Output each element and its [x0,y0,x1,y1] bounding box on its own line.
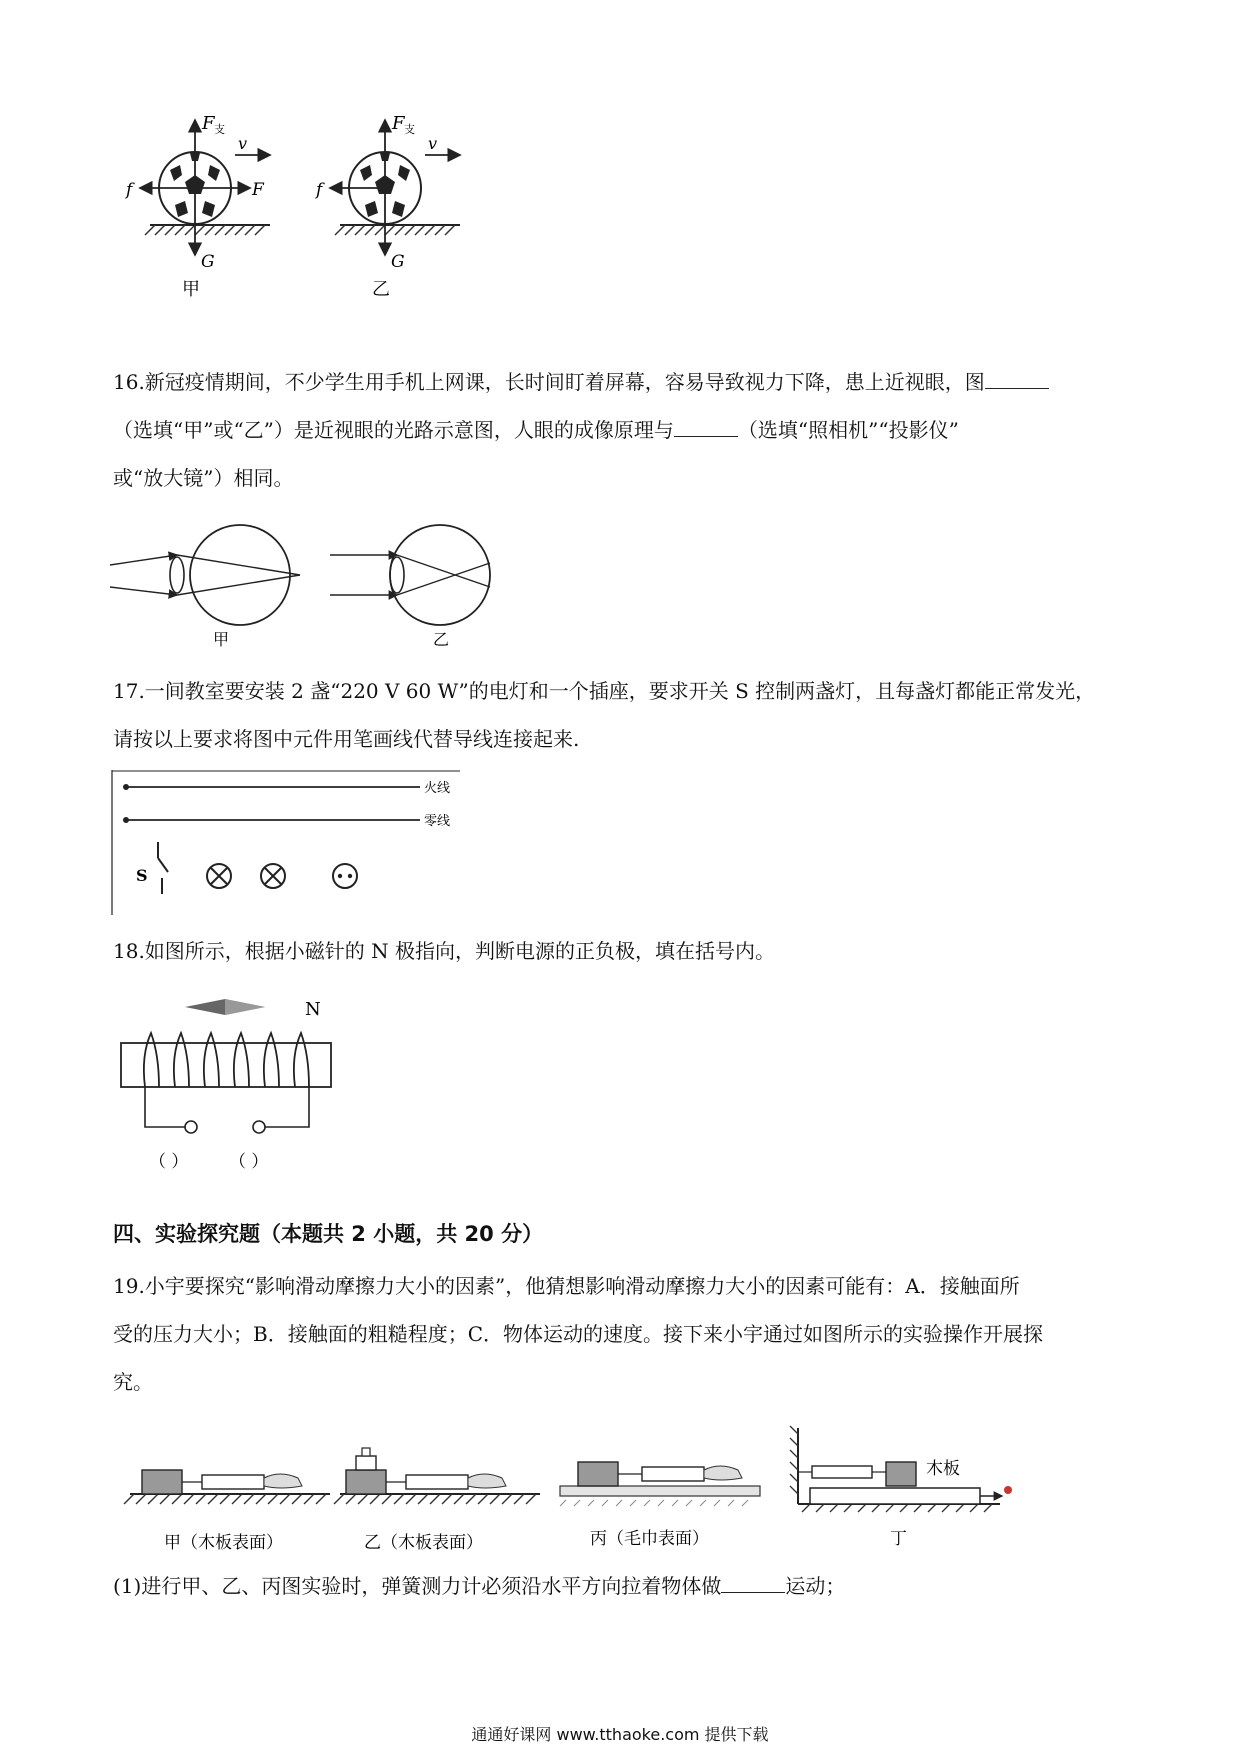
support-sub-b: 支 [404,123,415,136]
q16-blank-2[interactable] [674,418,738,437]
socket [333,864,357,888]
gravity-label-a: G [201,252,215,272]
switch-label: S [136,866,148,885]
q16-blank-1[interactable] [985,370,1049,389]
section-title: 四、实验探究题（本题共 2 小题，共 20 分） [113,1222,544,1246]
q19-sub1-text-a: (1)进行甲、乙、丙图实验时，弹簧测力计必须沿水平方向拉着物体做 [113,1574,722,1598]
solenoid-diagram [115,995,375,1195]
live-wire-label: 火线 [424,781,451,796]
coil [144,1033,309,1087]
q19-line1 [113,1270,1020,1299]
experiment-ding [790,1426,1012,1549]
q19-line2 [113,1318,1043,1347]
experiment-bing [560,1462,760,1549]
q16-line2 [113,414,959,443]
eye-label-jia: 甲 [213,630,230,649]
q19-text-3: 究。 [113,1370,153,1394]
experiment-label-yi: 乙（木板表面） [364,1533,483,1553]
eye-label-yi: 乙 [433,630,450,649]
figure-label-yi: 乙 [372,279,390,300]
friction-experiment-diagram [120,1420,1070,1570]
support-force-label-a: F [202,113,215,134]
q16-line3 [113,462,293,491]
eye-a [110,525,300,649]
gravity-label-b: G [391,252,405,272]
support-force-label-b: F [392,113,405,134]
q16-text-3: 或“放大镜”）相同。 [113,466,294,490]
eye-diagram [110,515,510,665]
experiment-yi [334,1448,540,1553]
experiment-jia [124,1470,330,1553]
q19-text-1: 19.小宇要探究“影响滑动摩擦力大小的因素”，他猜想影响滑动摩擦力大小的因素可能有：A．接触面所 [113,1274,1020,1298]
support-sub-a: 支 [214,123,225,136]
q18-line [113,935,775,964]
pull-force-label-a: F [252,180,264,200]
friction-label-a: f [126,180,133,200]
football-a [124,113,270,300]
q17-line1 [113,675,1095,704]
page-footer: 通通好课网 www.tthaoke.com 提供下载 [471,1725,769,1744]
friction-label-b: f [316,180,323,200]
compass-needle [185,999,321,1020]
eye-b [330,525,490,649]
lamp-1 [207,864,231,888]
terminal-bracket-a[interactable]: （ ） [149,1152,189,1172]
q17-text-1: 17.一间教室要安装 2 盏“220 V 60 W”的电灯和一个插座，要求开关 S 控制两盏灯，且每盏灯都能正常发光， [113,679,1096,703]
q18-text: 18.如图所示，根据小磁针的 N 极指向，判断电源的正负极，填在括号内。 [113,939,776,963]
q19-line3 [113,1366,153,1395]
experiment-label-ding: 丁 [890,1529,907,1549]
q19-text-2: 受的压力大小；B．接触面的粗糙程度；C．物体运动的速度。接下来小宇通过如图所示的实验操作开展探 [113,1322,1043,1346]
q16-line1 [113,366,1049,395]
north-pole-label: N [305,999,321,1020]
q16-text-1: 16.新冠疫情期间，不少学生用手机上网课，长时间盯着屏幕，容易导致视力下降，患上近视眼，图 [113,370,985,394]
experiment-label-jia: 甲（木板表面） [164,1533,283,1553]
q17-line2 [113,723,579,752]
football-force-diagram [126,113,530,335]
q17-text-2: 请按以上要求将图中元件用笔画线代替导线连接起来. [113,727,580,751]
q19-sub1-text-b: 运动； [785,1574,846,1598]
q16-text-2a: （选填“甲”或“乙”）是近视眼的光路示意图，人眼的成像原理与 [113,418,674,442]
neutral-wire-label: 零线 [424,814,451,829]
velocity-label-b: v [428,134,438,153]
lamp-2 [261,864,285,888]
q16-text-2b: （选填“照相机”“投影仪” [737,418,959,442]
board-label: 木板 [926,1459,960,1479]
velocity-label-a: v [238,134,248,153]
experiment-label-bing: 丙（毛巾表面） [590,1529,709,1549]
q19-blank-1[interactable] [721,1574,785,1593]
terminal-bracket-b[interactable]: （ ） [229,1152,269,1172]
circuit-wiring-diagram [110,770,470,915]
q19-sub1 [113,1570,845,1599]
switch-s [136,842,168,894]
figure-label-jia: 甲 [182,279,200,300]
football-b [314,113,460,300]
